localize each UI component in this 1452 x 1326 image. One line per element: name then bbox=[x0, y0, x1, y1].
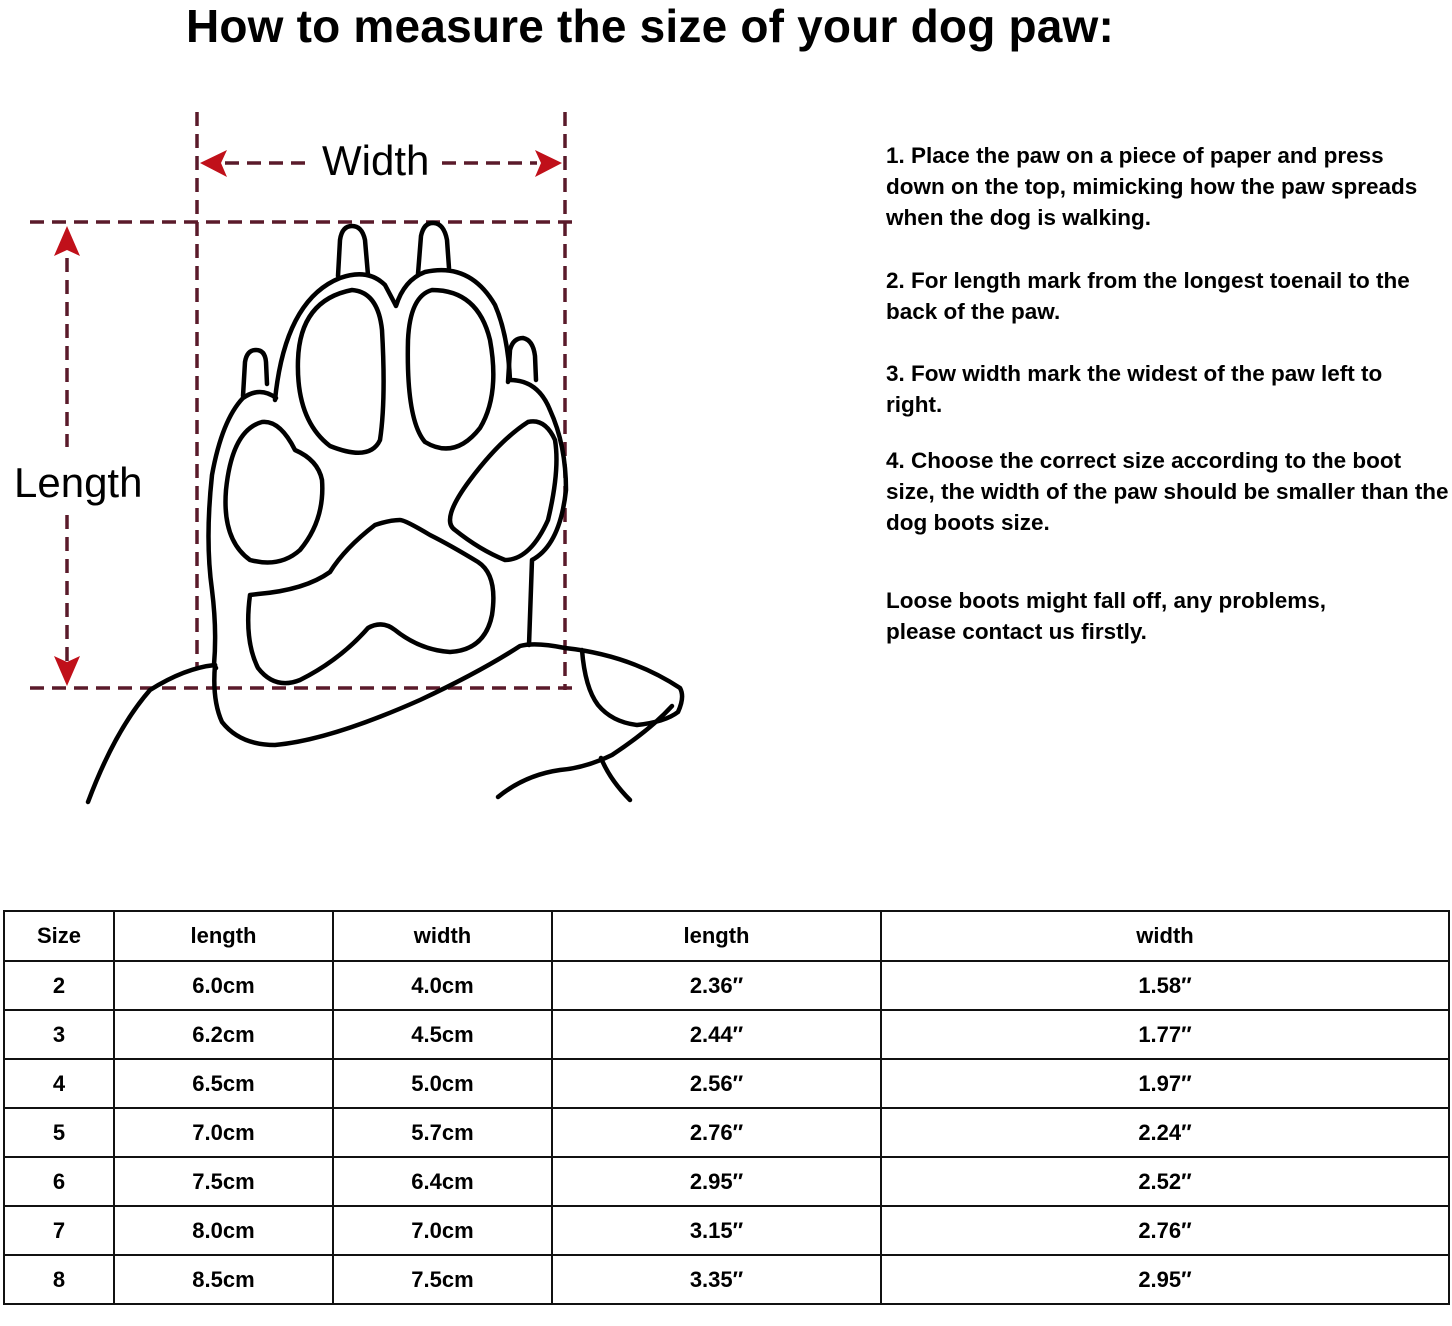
cell-size: 5 bbox=[4, 1108, 114, 1157]
cell-width-in: 1.77″ bbox=[881, 1010, 1449, 1059]
cell-width-in: 1.58″ bbox=[881, 961, 1449, 1010]
table-row bbox=[4, 1010, 1449, 1059]
guide-lines bbox=[30, 112, 580, 690]
table-row bbox=[4, 1059, 1449, 1108]
cell-length-cm: 6.5cm bbox=[114, 1059, 333, 1108]
table-row bbox=[4, 1108, 1449, 1157]
cell-size: 3 bbox=[4, 1010, 114, 1059]
cell-length-cm: 7.5cm bbox=[114, 1157, 333, 1206]
cell-length-in: 2.76″ bbox=[552, 1108, 881, 1157]
cell-size: 7 bbox=[4, 1206, 114, 1255]
cell-width-cm: 6.4cm bbox=[333, 1157, 552, 1206]
width-label: Width bbox=[318, 137, 433, 185]
cell-length-in: 2.95″ bbox=[552, 1157, 881, 1206]
cell-width-in: 1.97″ bbox=[881, 1059, 1449, 1108]
cell-length-cm: 6.2cm bbox=[114, 1010, 333, 1059]
header-size: Size bbox=[4, 911, 114, 961]
page-title bbox=[0, 0, 1300, 52]
instruction-step-4: 4. Choose the correct size according to the boot size, the width of the paw should be smaller than the dog boots size. bbox=[886, 448, 1449, 535]
cell-width-cm: 7.5cm bbox=[333, 1255, 552, 1304]
cell-size: 2 bbox=[4, 961, 114, 1010]
cell-width-in: 2.24″ bbox=[881, 1108, 1449, 1157]
arrow-right-icon bbox=[535, 150, 562, 177]
cell-width-cm: 7.0cm bbox=[333, 1206, 552, 1255]
cell-length-cm: 7.0cm bbox=[114, 1108, 333, 1157]
cell-size: 8 bbox=[4, 1255, 114, 1304]
table-row bbox=[4, 961, 1449, 1010]
cell-length-in: 3.15″ bbox=[552, 1206, 881, 1255]
arrow-up-icon bbox=[54, 226, 80, 256]
cell-length-cm: 6.0cm bbox=[114, 961, 333, 1010]
instruction-step-3: 3. Fow width mark the widest of the paw left to right. bbox=[886, 361, 1383, 417]
instruction-note: Loose boots might fall off, any problems, please contact us firstly. bbox=[886, 588, 1327, 644]
cell-length-cm: 8.0cm bbox=[114, 1206, 333, 1255]
cell-width-in: 2.76″ bbox=[881, 1206, 1449, 1255]
cell-width-in: 2.95″ bbox=[881, 1255, 1449, 1304]
cell-width-in: 2.52″ bbox=[881, 1157, 1449, 1206]
header-width-cm: width bbox=[333, 911, 552, 961]
paw-outline bbox=[88, 223, 682, 802]
instruction-step-2: 2. For length mark from the longest toenail to the back of the paw. bbox=[886, 268, 1410, 324]
cell-length-in: 2.44″ bbox=[552, 1010, 881, 1059]
length-label: Length bbox=[14, 457, 142, 509]
cell-width-cm: 5.7cm bbox=[333, 1108, 552, 1157]
header-width-in: width bbox=[881, 911, 1449, 961]
cell-length-in: 2.56″ bbox=[552, 1059, 881, 1108]
table-header-row bbox=[4, 911, 1449, 961]
table-row bbox=[4, 1206, 1449, 1255]
cell-size: 4 bbox=[4, 1059, 114, 1108]
cell-length-in: 2.36″ bbox=[552, 961, 881, 1010]
table-row bbox=[4, 1255, 1449, 1304]
cell-size: 6 bbox=[4, 1157, 114, 1206]
paw-measurement-diagram bbox=[0, 100, 720, 820]
instruction-step-1: 1. Place the paw on a piece of paper and press down on the top, mimicking how the paw spreads when the dog is walking. bbox=[886, 143, 1418, 230]
size-chart-table bbox=[3, 910, 1450, 1305]
arrow-left-icon bbox=[200, 150, 227, 177]
cell-width-cm: 5.0cm bbox=[333, 1059, 552, 1108]
table-row bbox=[4, 1157, 1449, 1206]
header-length-in: length bbox=[552, 911, 881, 961]
cell-width-cm: 4.5cm bbox=[333, 1010, 552, 1059]
page-title-text: How to measure the size of your dog paw: bbox=[185, 0, 1115, 52]
cell-length-cm: 8.5cm bbox=[114, 1255, 333, 1304]
cell-length-in: 3.35″ bbox=[552, 1255, 881, 1304]
cell-width-cm: 4.0cm bbox=[333, 961, 552, 1010]
header-length-cm: length bbox=[114, 911, 333, 961]
